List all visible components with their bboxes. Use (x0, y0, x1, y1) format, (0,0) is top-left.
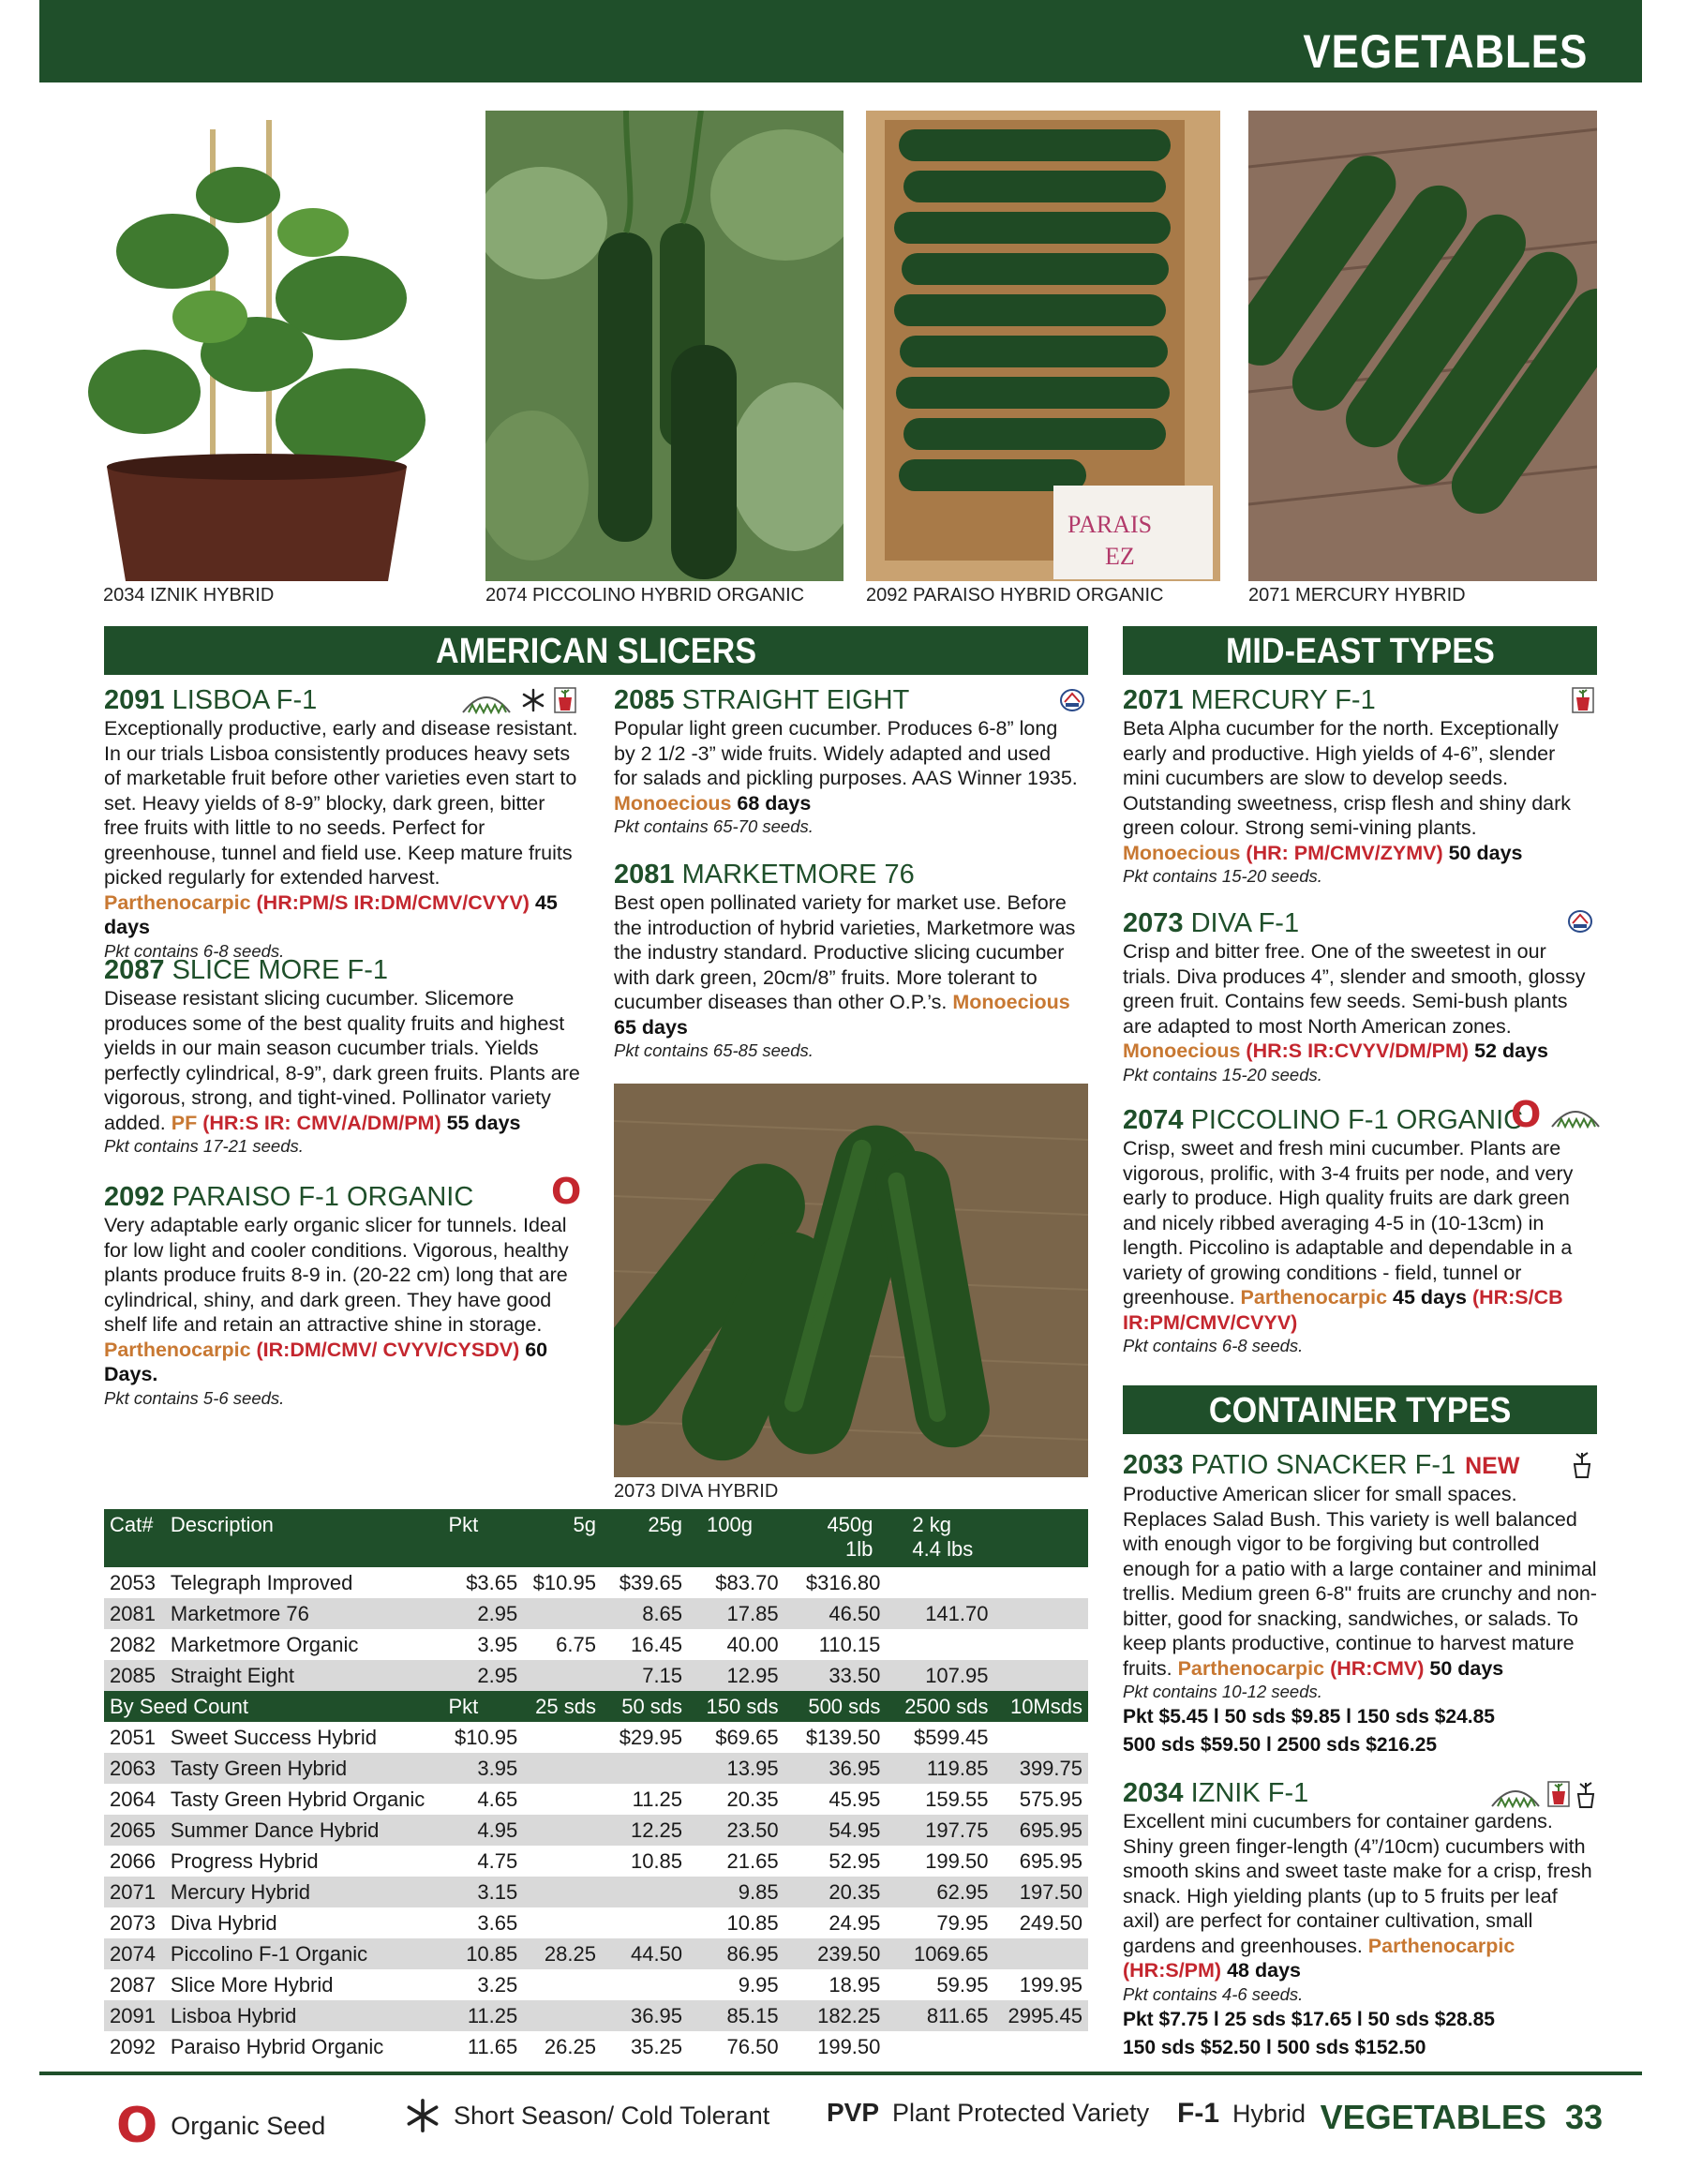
price-cell (993, 1598, 1088, 1629)
potted-plant-icon (1571, 1449, 1593, 1479)
cat-number: 2074 (104, 1938, 165, 1969)
table-row (104, 1907, 1088, 1938)
subheader-column: 10Msds (993, 1691, 1088, 1722)
price-cell (993, 1722, 1088, 1753)
price-cell: $599.45 (913, 1725, 989, 1749)
table-row (104, 1567, 1088, 1598)
item-description: Progress Hybrid (170, 1848, 319, 1873)
price-cell (993, 1660, 1088, 1691)
lisboa-icons (459, 686, 577, 714)
header-bar (39, 0, 1642, 82)
price-cell: 199.50 (925, 1848, 989, 1873)
svg-text:EZ: EZ (1105, 543, 1135, 570)
price-cell: 86.95 (688, 1938, 784, 1969)
cat-number: 2082 (110, 1632, 156, 1656)
price-cell: 24.95 (829, 1910, 881, 1935)
table-row (104, 1815, 1088, 1846)
price-cell: 62.95 (886, 1877, 993, 1907)
price-cell: 239.50 (784, 1938, 887, 1969)
price-cell (602, 1877, 688, 1907)
price-cell (523, 1753, 602, 1784)
snowflake-icon (521, 688, 545, 712)
price-cell: 7.15 (602, 1660, 688, 1691)
entry-title: 2071 MERCURY F-1 (1123, 685, 1376, 715)
price-cell: 695.95 (993, 1815, 1088, 1846)
price-cell: 199.50 (817, 2034, 881, 2058)
item-description: Slice More Hybrid (170, 1972, 334, 1997)
entry-title: 2034 IZNIK F-1 (1123, 1778, 1309, 1808)
table-row (104, 1877, 1088, 1907)
item-description: Summer Dance Hybrid (165, 1815, 443, 1846)
entry-seed-note: Pkt contains 10-12 seeds. (1123, 1682, 1322, 1701)
section-container-types: CONTAINER TYPES (1123, 1385, 1597, 1434)
entry-title: 2091 LISBOA F-1 (104, 685, 318, 715)
price-cell: 110.15 (818, 1632, 881, 1656)
price-cell: 20.35 (784, 1877, 887, 1907)
new-badge: NEW (1465, 1453, 1520, 1479)
price-cell: $316.80 (805, 1570, 881, 1594)
subheader-column: 50 sds (602, 1691, 688, 1722)
entry-piccolino (1123, 1104, 1597, 1357)
price-cell: 1069.65 (886, 1938, 993, 1969)
price-cell: 59.95 (936, 1972, 989, 1997)
price-cell: 21.65 (726, 1848, 779, 1873)
price-cell: $39.65 (619, 1570, 683, 1594)
table-row (104, 1753, 1088, 1784)
price-cell: 2995.45 (993, 2000, 1088, 2031)
price-cell: 17.85 (688, 1598, 784, 1629)
entry-title: 2092 PARAISO F-1 ORGANIC (104, 1182, 474, 1212)
price-cell: 11.25 (442, 2000, 523, 2031)
price-cell: 10.85 (442, 1938, 523, 1969)
price-cell: 36.95 (784, 1753, 887, 1784)
greenhouse-icon (459, 686, 514, 714)
price-cell (886, 1567, 993, 1598)
price-cell: 46.50 (784, 1598, 887, 1629)
table-row (104, 1629, 1088, 1660)
price-cell: 44.50 (602, 1938, 688, 1969)
price-cell: 575.95 (1019, 1787, 1082, 1811)
footer-section: VEGETABLES (1320, 2098, 1546, 2136)
entry-description: Productive American slicer for small spaces. Replaces Salad Bush. This variety is well balanced with enough vigor to be forgiving but controlled enough for a patio with a large container and minimal trellis. Medium green 6-8" fruits are crunchy and non-bitter, good for snacking, sandwiches, or salads. To keep plants productive, continue to harvest mature fruits. Parthenocarpic (HR:CMV) 50 days (1123, 1483, 1597, 1680)
item-description: Sweet Success Hybrid (170, 1725, 377, 1749)
price-cell: 54.95 (784, 1815, 887, 1846)
entry-title: 2081 MARKETMORE 76 (614, 860, 915, 890)
legend-label: Short Season/ Cold Tolerant (454, 2101, 770, 2130)
cat-number: 2087 (110, 1972, 156, 1997)
price-cell (523, 1846, 602, 1877)
price-cell: 249.50 (1019, 1910, 1082, 1935)
entry-straight-eight (614, 684, 1078, 838)
price-cell: 182.25 (784, 2000, 887, 2031)
entry-seed-note: Pkt contains 15-20 seeds. (1123, 866, 1322, 886)
price-cell: 26.25 (544, 2034, 596, 2058)
legend-cold (405, 2098, 769, 2133)
photo-diva (614, 1084, 1088, 1477)
footer-rule (39, 2072, 1642, 2075)
photo-caption-diva: 2073 DIVA HYBRID (614, 1481, 779, 1502)
cat-number: 2064 (110, 1787, 156, 1811)
container-pot-icon (1571, 686, 1595, 714)
price-cell: 16.45 (630, 1632, 683, 1656)
entry-description: Crisp, sweet and fresh mini cucumber. Plants are vigorous, prolific, with 3-4 fruits per node, and very early to produce. High quality fruits are dark green and nicely ribbed averaging 4-5 in (10-13cm) in length. Piccolino is adaptable and dependable in a variety of growing conditions - field, tunnel or greenhouse. Parthenocarpic 45 days (HR:S/CB IR:PM/CMV/CVYV) (1123, 1137, 1574, 1334)
mercury-icons (1571, 686, 1595, 714)
entry-price-line: Pkt $5.45 l 50 sds $9.85 l 150 sds $24.85 (1123, 1706, 1495, 1728)
price-cell (602, 1969, 688, 2000)
table-row (104, 1722, 1088, 1753)
cat-number: 2051 (110, 1725, 156, 1749)
potted-plant-icon (1575, 1779, 1597, 1809)
photo-iznik (69, 111, 454, 581)
table-row (104, 1784, 1088, 1815)
cat-number: 2071 (104, 1877, 165, 1907)
price-cell: $3.65 (466, 1570, 518, 1594)
price-cell: 141.70 (886, 1598, 993, 1629)
photo-caption-paraiso: 2092 PARAISO HYBRID ORGANIC (866, 585, 1164, 606)
aas-winner-icon (1059, 688, 1085, 712)
section-american-slicers: AMERICAN SLICERS (104, 626, 1088, 675)
aas-winner-icon (1567, 909, 1593, 934)
legend-label: Hybrid (1232, 2099, 1306, 2128)
price-cell (886, 1629, 993, 1660)
price-cell: 12.25 (602, 1815, 688, 1846)
price-cell: 11.65 (467, 2034, 518, 2058)
snowflake-icon (405, 2098, 440, 2133)
price-cell: 9.95 (738, 1972, 779, 1997)
entry-seed-note: Pkt contains 6-8 seeds. (1123, 1336, 1304, 1355)
price-cell: 12.95 (688, 1660, 784, 1691)
price-cell: 4.95 (442, 1815, 523, 1846)
price-cell: 6.75 (556, 1632, 596, 1656)
page-footer (1321, 2098, 1603, 2137)
price-cell: 8.65 (602, 1598, 688, 1629)
price-cell: 2.95 (442, 1660, 523, 1691)
price-cell: 10.85 (630, 1848, 683, 1873)
price-cell: 13.95 (688, 1753, 784, 1784)
price-cell: $10.95 (532, 1570, 596, 1594)
table-row (104, 2031, 1088, 2062)
entry-lisboa (104, 684, 582, 963)
legend-label: Organic Seed (171, 2111, 326, 2140)
cat-number: 2073 (110, 1910, 156, 1935)
price-cell: 811.65 (886, 2000, 993, 2031)
page-section-title: VEGETABLES (1303, 25, 1588, 78)
item-description: Marketmore 76 (165, 1598, 443, 1629)
price-cell: 10.85 (726, 1910, 779, 1935)
item-description: Straight Eight (165, 1660, 443, 1691)
entry-marketmore (614, 859, 1078, 1062)
price-cell: 199.95 (1019, 1972, 1082, 1997)
price-cell (993, 1629, 1088, 1660)
price-cell: 197.50 (993, 1877, 1088, 1907)
price-cell: 85.15 (688, 2000, 784, 2031)
cat-number: 2081 (104, 1598, 165, 1629)
photo-paraiso (866, 111, 1220, 581)
price-cell (523, 1784, 602, 1815)
entry-title: 2033 PATIO SNACKER F-1 NEW (1123, 1450, 1520, 1480)
price-cell (523, 1907, 602, 1938)
legend-organic (116, 2098, 325, 2154)
item-description: Marketmore Organic (170, 1632, 359, 1656)
price-cell (523, 1660, 602, 1691)
price-cell (523, 1969, 602, 2000)
container-pot-icon (553, 686, 577, 714)
price-cell: 20.35 (726, 1787, 779, 1811)
entry-seed-note: Pkt contains 17-21 seeds. (104, 1136, 304, 1156)
patio-icons (1571, 1449, 1593, 1479)
price-cell: 3.25 (477, 1972, 518, 1997)
entry-diva (1123, 907, 1597, 1086)
entry-title: 2087 SLICE MORE F-1 (104, 955, 389, 985)
price-cell (523, 1722, 602, 1753)
price-cell: 33.50 (784, 1660, 887, 1691)
price-cell: 76.50 (726, 2034, 779, 2058)
photo-caption-iznik: 2034 IZNIK HYBRID (103, 585, 275, 606)
price-cell: $69.65 (715, 1725, 779, 1749)
table-row (104, 1938, 1088, 1969)
price-cell: 3.15 (442, 1877, 523, 1907)
iznik-icons (1488, 1779, 1597, 1809)
entry-description: Very adaptable early organic slicer for tunnels. Ideal for low light and cooler conditions. Vigorous, healthy plants produce fruits 8-9 in. (20-22 cm) long that are cylindrical, shiny, and dark green. They have good shelf life and retain an attractive shine in storage. Parthenocarpic (IR:DM/CMV/ CVYV/CYSDV) 60 Days. (104, 1214, 569, 1385)
entry-patio-snacker (1123, 1449, 1597, 1759)
price-cell: 11.25 (632, 1787, 683, 1811)
price-cell: 28.25 (523, 1938, 602, 1969)
entry-iznik (1123, 1777, 1597, 2062)
price-table-header: Cat# Description Pkt 5g 25g 100g 450g 1lb 2 kg 4.4 lbs (104, 1509, 1088, 1567)
price-cell: 695.95 (1019, 1848, 1082, 1873)
price-cell (523, 1877, 602, 1907)
entry-title: 2085 STRAIGHT EIGHT (614, 685, 910, 715)
price-cell: 3.95 (477, 1632, 518, 1656)
page-number: 33 (1564, 2098, 1603, 2136)
entry-title: 2073 DIVA F-1 (1123, 908, 1300, 938)
price-cell: 197.75 (886, 1815, 993, 1846)
table-row (104, 1969, 1088, 2000)
subheader-column: 150 sds (688, 1691, 784, 1722)
subheader-column: 25 sds (523, 1691, 602, 1722)
item-description: Telegraph Improved (170, 1570, 353, 1594)
price-cell (523, 1598, 602, 1629)
price-table (104, 1509, 1088, 2062)
entry-seed-note: Pkt contains 15-20 seeds. (1123, 1064, 1322, 1085)
price-cell: $139.50 (805, 1725, 881, 1749)
price-cell: 107.95 (886, 1660, 993, 1691)
entry-description: Beta Alpha cucumber for the north. Exceptionally early and productive. High yields of 4-6”, slender mini cucumbers are slow to develop seeds. Outstanding sweetness, crisp flesh and shiny dark green colour. Strong semi-vining plants. Monoecious (HR: PM/CMV/ZYMV) 50 days (1123, 717, 1572, 864)
paraiso-sign-text: PARAIS (1067, 511, 1153, 538)
price-cell: 18.95 (829, 1972, 881, 1997)
price-cell: 40.00 (726, 1632, 779, 1656)
price-cell: 159.55 (925, 1787, 989, 1811)
price-cell: 2.95 (442, 1598, 523, 1629)
pvp-icon: PVP (827, 2098, 880, 2127)
legend-pvp (827, 2098, 1149, 2128)
organic-seed-icon: O (551, 1171, 582, 1212)
entry-seed-note: Pkt contains 65-85 seeds. (614, 1040, 814, 1060)
subheader-label: By Seed Count (104, 1691, 442, 1722)
entry-seed-note: Pkt contains 65-70 seeds. (614, 816, 814, 836)
price-cell (993, 1567, 1088, 1598)
entry-price-line: 500 sds $59.50 l 2500 sds $216.25 (1123, 1734, 1438, 1756)
item-description: Diva Hybrid (170, 1910, 277, 1935)
price-cell (602, 1753, 688, 1784)
entry-description: Exceptionally productive, early and disease resistant. In our trials Lisboa consistently produces heavy sets of marketable fruit before other varieties even start to set. Heavy yields of 8-9” blocky, dark green, bitter free fruits with little to no seeds. Perfect for greenhouse, tunnel and field use. Keep mature fruits picked regularly for extended harvest. Parthenocarpic (HR:PM/S IR:DM/CMV/CVYV) 45 days (104, 717, 578, 938)
greenhouse-icon (1548, 1100, 1603, 1129)
price-cell: $10.95 (454, 1725, 518, 1749)
price-cell: 4.65 (477, 1787, 518, 1811)
table-row (104, 1598, 1088, 1629)
subheader-column: Pkt (442, 1691, 523, 1722)
item-description: Mercury Hybrid (165, 1877, 443, 1907)
price-cell: 23.50 (688, 1815, 784, 1846)
item-description: Tasty Green Hybrid Organic (170, 1787, 425, 1811)
cat-number: 2063 (104, 1753, 165, 1784)
price-cell (523, 1815, 602, 1846)
entry-seed-note: Pkt contains 5-6 seeds. (104, 1387, 285, 1408)
entry-description: Disease resistant slicing cucumber. Slicemore produces some of the best quality fruits and highest yields in our main season cucumber trials. Yields perfectly cylindrical, 8-9”, dark green fruits. Plants are vigorous, strong, and tight-vined. Pollinator variety added. PF (HR:S IR: CMV/A/DM/PM) 55 days (104, 987, 580, 1134)
price-cell (993, 1938, 1088, 1969)
greenhouse-icon (1488, 1780, 1543, 1808)
entry-paraiso (104, 1181, 582, 1410)
entry-seed-note: Pkt contains 4-6 seeds. (1123, 1983, 1304, 2004)
price-cell: 3.95 (442, 1753, 523, 1784)
price-cell (523, 2000, 602, 2031)
price-cell: 36.95 (602, 2000, 688, 2031)
price-cell: 4.75 (477, 1848, 518, 1873)
item-description: Tasty Green Hybrid (165, 1753, 443, 1784)
price-cell: 35.25 (630, 2034, 683, 2058)
organic-seed-icon: O (116, 2098, 158, 2154)
subheader-column: 2500 sds (886, 1691, 993, 1722)
entry-description: Crisp and bitter free. One of the sweetest in our trials. Diva produces 4”, slender and smooth, glossy green fruit. Contains few seeds. Semi-bush plants are adapted to most North American zones. Monoecious (HR:S IR:CVYV/DM/PM) 52 days (1123, 940, 1586, 1062)
table-row (104, 2000, 1088, 2031)
photo-piccolino (485, 111, 844, 581)
legend-label: Plant Protected Variety (892, 2098, 1150, 2127)
price-cell: 45.95 (829, 1787, 881, 1811)
item-description: Lisboa Hybrid (165, 2000, 443, 2031)
price-cell: 3.65 (477, 1910, 518, 1935)
price-cell (993, 2031, 1088, 2062)
price-cell (886, 2031, 993, 2062)
entry-title: 2074 PICCOLINO F-1 ORGANIC (1123, 1105, 1524, 1135)
subheader-column: 500 sds (784, 1691, 887, 1722)
entry-description: Popular light green cucumber. Produces 6-8” long by 2 1/2 -3” wide fruits. Widely adapted and used for salads and pickling purposes. AAS Winner 1935. Monoecious 68 days (614, 717, 1078, 815)
legend-hybrid (1177, 2098, 1306, 2130)
entry-seed-note: Pkt contains 6-8 seeds. (104, 940, 285, 961)
paraiso-icons (551, 1171, 582, 1212)
item-description: Piccolino F-1 Organic (165, 1938, 443, 1969)
price-cell: $83.70 (715, 1570, 779, 1594)
price-cell: $29.95 (619, 1725, 683, 1749)
photo-mercury (1248, 111, 1597, 581)
diva-icons (1567, 909, 1593, 934)
entry-mercury (1123, 684, 1597, 888)
table-row (104, 1660, 1088, 1691)
organic-seed-icon: O (1511, 1094, 1542, 1135)
price-cell: 399.75 (993, 1753, 1088, 1784)
piccolino-icons (1511, 1094, 1603, 1135)
section-mid-east-types: MID-EAST TYPES (1123, 626, 1597, 675)
entry-description: Best open pollinated variety for market use. Before the introduction of hybrid varieties, Marketmore was the industry standard. Productive slicing cucumber with dark green, 20cm/8” fruits. More tolerant to cucumber diseases than other O.P.’s. Monoecious 65 days (614, 891, 1076, 1039)
table-row (104, 1846, 1088, 1877)
price-cell (602, 1907, 688, 1938)
photo-caption-mercury: 2071 MERCURY HYBRID (1248, 585, 1466, 606)
item-description: Paraiso Hybrid Organic (170, 2034, 384, 2058)
hybrid-f1-icon: F-1 (1177, 2098, 1219, 2129)
price-cell: 52.95 (829, 1848, 881, 1873)
entry-description: Excellent mini cucumbers for container gardens. Shiny green finger-length (4”/10cm) cucumbers with smooth skins and sweet taste make for a crisp, fresh snack. High yielding plants (up to 5 fruits per leaf axil) are perfect for container cultivation, small gardens and greenhouses. Parthenocarpic (HR:S/PM) 48 days (1123, 1810, 1592, 1982)
cat-number: 2066 (110, 1848, 156, 1873)
entry-price-line: 150 sds $52.50 l 500 sds $152.50 (1123, 2036, 1426, 2058)
cat-number: 2092 (110, 2034, 156, 2058)
straight-eight-icons (1059, 688, 1085, 712)
entry-slicemore (104, 954, 582, 1158)
price-cell: 119.85 (886, 1753, 993, 1784)
price-cell: 79.95 (936, 1910, 989, 1935)
cat-number: 2085 (104, 1660, 165, 1691)
photo-caption-piccolino: 2074 PICCOLINO HYBRID ORGANIC (485, 585, 805, 606)
seed-count-subheader (104, 1691, 1088, 1722)
entry-price-line: Pkt $7.75 l 25 sds $17.65 l 50 sds $28.85 (1123, 2008, 1495, 2030)
container-pot-icon (1546, 1780, 1571, 1808)
cat-number: 2065 (104, 1815, 165, 1846)
price-cell: 9.85 (688, 1877, 784, 1907)
cat-number: 2091 (104, 2000, 165, 2031)
cat-number: 2053 (110, 1570, 156, 1594)
